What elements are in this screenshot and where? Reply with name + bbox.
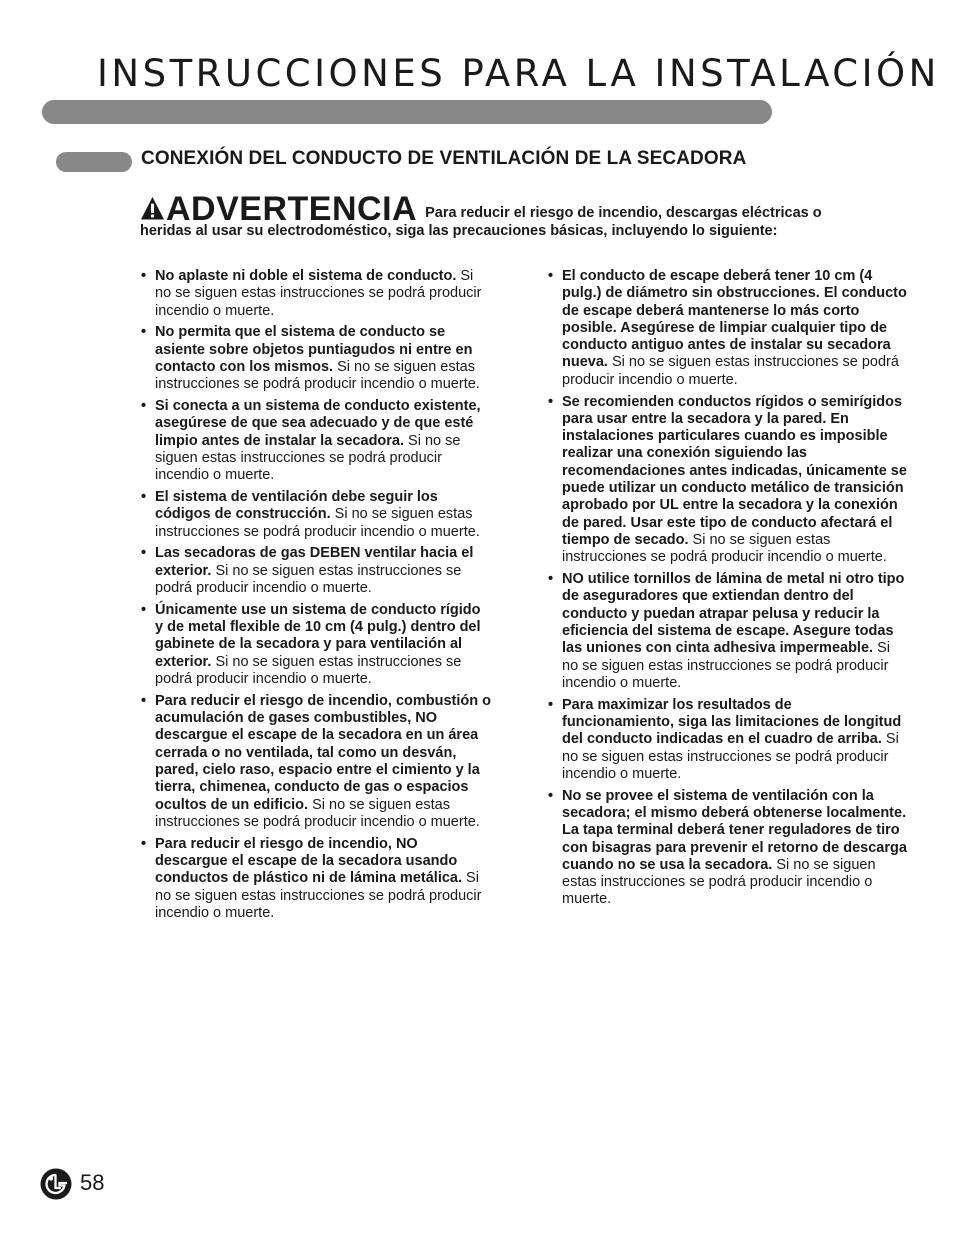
item-normal-text: Si no se siguen estas instrucciones se podrá producir incendio o muerte. xyxy=(155,870,482,921)
list-item xyxy=(140,489,492,541)
list-item xyxy=(140,324,492,393)
item-bold-text: NO utilice tornillos de lámina de metal ni otro tipo de aseguradores que extiendan dentro del conducto y puedan atrapar pelusa y reducir la eficiencia del sistema de escape. Asegure todas las uniones con cinta adhesiva impermeable. xyxy=(562,571,905,657)
item-normal-text: Si no se siguen estas instrucciones se podrá producir incendio o muerte. xyxy=(562,354,899,388)
list-item xyxy=(140,602,492,688)
left-column xyxy=(140,268,492,927)
item-bold-text: Se recomienden conductos rígidos o semirígidos para usar entre la secadora y la pared. En instalaciones particulares cuando es imposible realizar una conexión siguiendo las recomendaciones antes indicadas, únicamente se puede utilizar un conducto metálico de transición aprobado por UL entre la secadora y la conexión de pared. Usar este tipo de conducto afectará el tiempo de secado. xyxy=(562,393,907,548)
warning-block xyxy=(140,190,860,240)
item-bold-text: El sistema de ventilación debe seguir los códigos de construcción. xyxy=(155,489,438,523)
list-item xyxy=(547,697,907,783)
item-normal-text: Si no se siguen estas instrucciones se podrá producir incendio o muerte. xyxy=(562,731,899,782)
lg-logo-icon xyxy=(40,1168,72,1200)
item-bold-text: Únicamente use un sistema de conducto rígido y de metal flexible de 10 cm (4 pulg.) dentro del gabinete de la secadora y para ventilación al exterior. xyxy=(155,601,481,670)
item-bold-text: Si conecta a un sistema de conducto existente, asegúrese de que sea adecuado y de que esté limpio antes de instalar la secadora. xyxy=(155,398,481,449)
item-normal-text: Si no se siguen estas instrucciones se podrá producir incendio o muerte. xyxy=(155,358,480,393)
item-bold-text: El conducto de escape deberá tener 10 cm (4 pulg.) de diámetro sin obstrucciones. El conducto de escape deberá mantenerse lo más corto posible. Asegúrese de limpiar cualquier tipo de conducto antiguo antes de instalar su secadora nueva. xyxy=(562,268,907,371)
item-normal-text: Si no se siguen estas instrucciones se podrá producir incendio o muerte. xyxy=(155,506,480,540)
title-underline-bar xyxy=(42,100,772,124)
warning-text: Para reducir el riesgo de incendio, descargas eléctricas o heridas al usar su electrodoméstico, siga las precauciones básicas, incluyendo lo siguiente: xyxy=(140,205,822,239)
item-bold-text: Para reducir el riesgo de incendio, NO descargue el escape de la secadora usando conductos de plástico ni de lámina metálica. xyxy=(155,835,462,887)
item-bold-text: No permita que el sistema de conducto se asiente sobre objetos puntiagudos ni entre en contacto con los mismos. xyxy=(155,324,473,375)
list-item xyxy=(140,398,492,484)
warning-word: ADVERTENCIA xyxy=(166,190,418,228)
item-normal-text: Si no se siguen estas instrucciones se podrá producir incendio o muerte. xyxy=(155,796,480,830)
item-normal-text: Si no se siguen estas instrucciones se podrá producir incendio o muerte. xyxy=(562,640,890,691)
page-title: INSTRUCCIONES PARA LA INSTALACIÓN xyxy=(97,52,940,95)
section-pill-marker xyxy=(56,152,132,172)
item-normal-text: Si no se siguen estas instrucciones se podrá producir incendio o muerte. xyxy=(155,268,482,319)
item-bold-text: No aplaste ni doble el sistema de conducto. xyxy=(155,268,457,284)
item-normal-text: Si no se siguen estas instrucciones se podrá producir incendio o muerte. xyxy=(562,856,876,908)
list-item xyxy=(547,571,907,692)
list-item xyxy=(140,268,492,320)
item-bold-text: No se provee el sistema de ventilación con la secadora; el mismo deberá obtenerse localmente. La tapa terminal deberá tener reguladores de tiro con bisagras para prevenir el retorno de descarga cuando no se usa la secadora. xyxy=(562,787,907,873)
item-normal-text: Si no se siguen estas instrucciones se podrá producir incendio o muerte. xyxy=(562,531,887,566)
page-number: 58 xyxy=(80,1170,105,1195)
list-item xyxy=(140,693,492,831)
item-bold-text: Para maximizar los resultados de funcionamiento, siga las limitaciones de longitud del conducto indicadas en el cuadro de arriba. xyxy=(562,696,902,748)
item-bold-text: Las secadoras de gas DEBEN ventilar hacia el exterior. xyxy=(155,545,474,579)
list-item xyxy=(547,394,907,567)
right-column xyxy=(547,268,907,913)
item-bold-text: Para reducir el riesgo de incendio, combustión o acumulación de gases combustibles, NO descargue el escape de la secadora en un área cerrada o no ventilada, tal como un desván, pared, cielo raso, espacio entre el cimiento y la tierra, chimenea, conducto de gas o espacios ocultos de un edificio. xyxy=(155,692,491,813)
item-normal-text: Si no se siguen estas instrucciones se podrá producir incendio o muerte. xyxy=(155,562,462,597)
item-normal-text: Si no se siguen estas instrucciones se podrá producir incendio o muerte. xyxy=(155,432,461,484)
warning-triangle-icon xyxy=(140,196,165,221)
list-item xyxy=(140,836,492,922)
list-item xyxy=(140,545,492,597)
item-normal-text: Si no se siguen estas instrucciones se podrá producir incendio o muerte. xyxy=(155,653,462,688)
section-heading: CONEXIÓN DEL CONDUCTO DE VENTILACIÓN DE LA SECADORA xyxy=(141,148,747,169)
list-item xyxy=(547,268,907,389)
list-item xyxy=(547,788,907,909)
